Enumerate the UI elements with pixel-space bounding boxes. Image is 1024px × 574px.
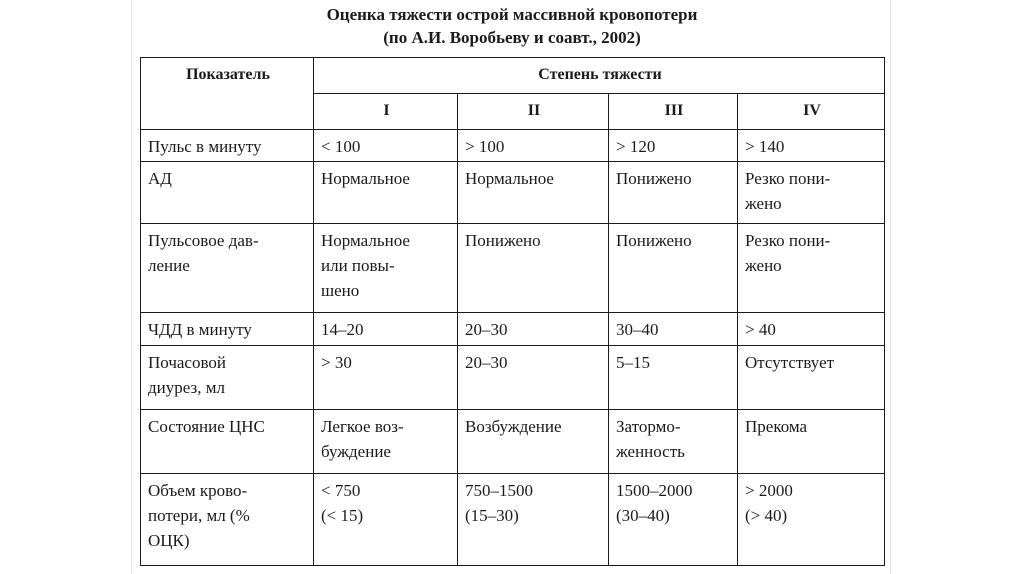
cell: Затормо- женность: [609, 409, 738, 473]
row-label-blood-loss-volume: Объем крово- потери, мл (% ОЦК): [141, 473, 314, 565]
cell: 1500–2000 (30–40): [609, 473, 738, 565]
table-row: [141, 129, 885, 162]
cell: > 2000 (> 40): [738, 473, 885, 565]
row-label-diuresis: Почасовой диурез, мл: [141, 346, 314, 409]
header-grade-1: I: [314, 93, 458, 129]
cell: 5–15: [609, 346, 738, 409]
cell: 14–20: [314, 313, 458, 346]
cell: 20–30: [458, 346, 609, 409]
cell: Понижено: [609, 162, 738, 223]
table-title: Оценка тяжести острой массивной кровопотери: [326, 5, 698, 24]
row-label-respiratory-rate: ЧДД в минуту: [141, 313, 314, 346]
row-label-pulse: Пульс в минуту: [141, 129, 314, 162]
cell: Понижено: [458, 223, 609, 313]
cell: < 100: [314, 129, 458, 162]
cell: > 30: [314, 346, 458, 409]
row-label-cns-state: Состояние ЦНС: [141, 409, 314, 473]
header-row-1: [141, 58, 885, 94]
cell: 30–40: [609, 313, 738, 346]
table-row: [141, 162, 885, 223]
cell: Легкое воз- буждение: [314, 409, 458, 473]
cell: Понижено: [609, 223, 738, 313]
cell: > 100: [458, 129, 609, 162]
cell: 20–30: [458, 313, 609, 346]
row-label-blood-pressure: АД: [141, 162, 314, 223]
cell: Прекома: [738, 409, 885, 473]
frame-border-right: [890, 0, 891, 574]
cell: Нормальное: [314, 162, 458, 223]
cell: Резко пони- жено: [738, 162, 885, 223]
severity-table: [140, 57, 885, 566]
row-label-pulse-pressure: Пульсовое дав- ление: [141, 223, 314, 313]
cell: Нормальное или повы- шено: [314, 223, 458, 313]
table-row: [141, 223, 885, 313]
cell: Резко пони- жено: [738, 223, 885, 313]
table-row: [141, 409, 885, 473]
table-row: [141, 473, 885, 565]
header-grade-3: III: [609, 93, 738, 129]
header-indicator: Показатель: [141, 58, 314, 130]
cell: Нормальное: [458, 162, 609, 223]
table-row: [141, 346, 885, 409]
table-row: [141, 313, 885, 346]
cell: Возбуждение: [458, 409, 609, 473]
cell: > 120: [609, 129, 738, 162]
header-grade-2: II: [458, 93, 609, 129]
table-subtitle: (по А.И. Воробьеву и соавт., 2002): [383, 28, 641, 47]
cell: < 750 (< 15): [314, 473, 458, 565]
header-severity: Степень тяжести: [314, 58, 885, 94]
cell: > 40: [738, 313, 885, 346]
cell: 750–1500 (15–30): [458, 473, 609, 565]
cell: Отсутствует: [738, 346, 885, 409]
header-grade-4: IV: [738, 93, 885, 129]
cell: > 140: [738, 129, 885, 162]
frame-border-left: [131, 0, 132, 574]
